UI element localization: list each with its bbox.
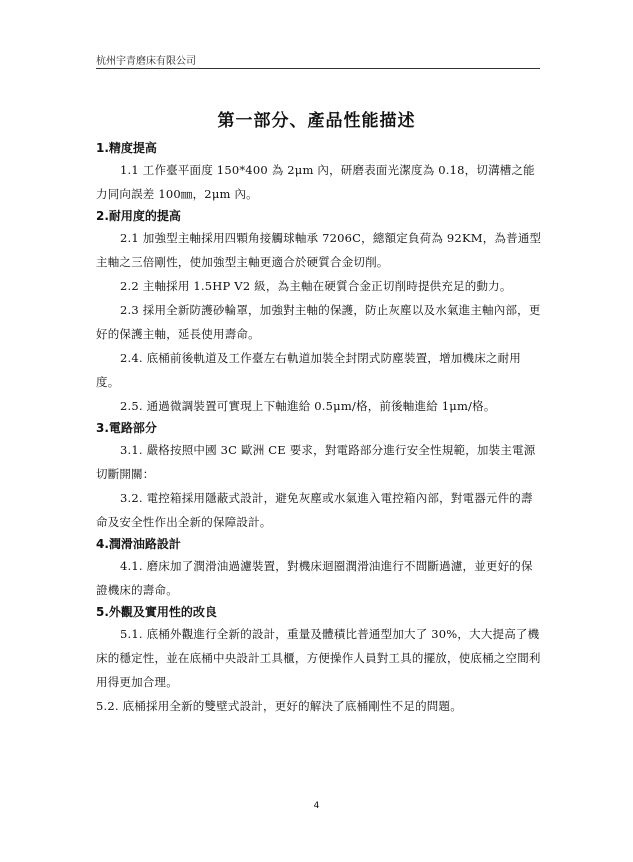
paragraph: 5.2. 底桶採用全新的雙壁式設計，更好的解決了底桶剛性不足的問題。 (96, 699, 462, 713)
paragraph: 4.1. 磨床加了潤滑油過濾裝置，對機床迴圈潤滑油進行不間斷過濾，並更好的保證機床的壽命。 (96, 559, 533, 597)
section-durability (96, 206, 542, 418)
section-heading: 5.外觀及實用性的改良 (96, 605, 217, 619)
page-title: 第一部分、產品性能描述 (217, 111, 416, 131)
document-body (96, 138, 542, 718)
paragraph: 2.1 加強型主軸採用四顆角接觸球軸承 7206C，總額定負荷為 92KM，為普通型主軸之三倍剛性，使加強型主軸更適合於硬質合金切削。 (96, 231, 542, 269)
paragraph: 1.1 工作臺平面度 150*400 為 2μm 內，研磨表面光潔度為 0.18，切溝槽之能力同向誤差 100㎜，2μm 內。 (96, 163, 535, 201)
paragraph: 3.2. 電控箱採用隱蔽式設計，避免灰塵或水氣進入電控箱內部，對電器元件的壽命及安全性作出全新的保障設計。 (96, 491, 533, 529)
page-header-company: 杭州宇青磨床有限公司 (96, 56, 196, 67)
header-divider (96, 68, 540, 69)
paragraph: 3.1. 嚴格按照中國 3C 歐洲 CE 要求，對電路部分進行安全性規範，加裝主電源切斷開關： (96, 443, 536, 481)
paragraph: 2.2 主軸採用 1.5HP V2 級，為主軸在硬質合金正切削時提供充足的動力。 (120, 279, 512, 293)
paragraph: 5.1. 底桶外觀進行全新的設計，重量及體積比普通型加大了 30%，大大提高了機床的穩定性，並在底桶中央設計工具櫃，方便操作人員對工具的擺放，使底桶之空間利用得更加合理。 (96, 627, 541, 689)
section-precision (96, 138, 542, 206)
paragraph: 2.5. 通過微調裝置可實現上下軸進給 0.5μm/格，前後軸進給 1μm/格。 (120, 399, 496, 413)
page-number: 4 (313, 801, 320, 811)
section-appearance (96, 602, 542, 718)
section-heading: 2.耐用度的提高 (96, 209, 181, 223)
section-lubrication (96, 534, 542, 602)
section-heading: 1.精度提高 (96, 141, 157, 155)
section-heading: 3.電路部分 (96, 421, 157, 435)
paragraph: 2.4. 底桶前後軌道及工作臺左右軌道加裝全封閉式防塵裝置，增加機床之耐用度。 (96, 351, 521, 389)
paragraph: 2.3 採用全新防護砂輪罩，加強對主軸的保護，防止灰塵以及水氣進主軸內部，更好的保護主軸，延長使用壽命。 (96, 303, 541, 341)
section-heading: 4.潤滑油路設計 (96, 537, 181, 551)
section-circuit (96, 418, 542, 534)
